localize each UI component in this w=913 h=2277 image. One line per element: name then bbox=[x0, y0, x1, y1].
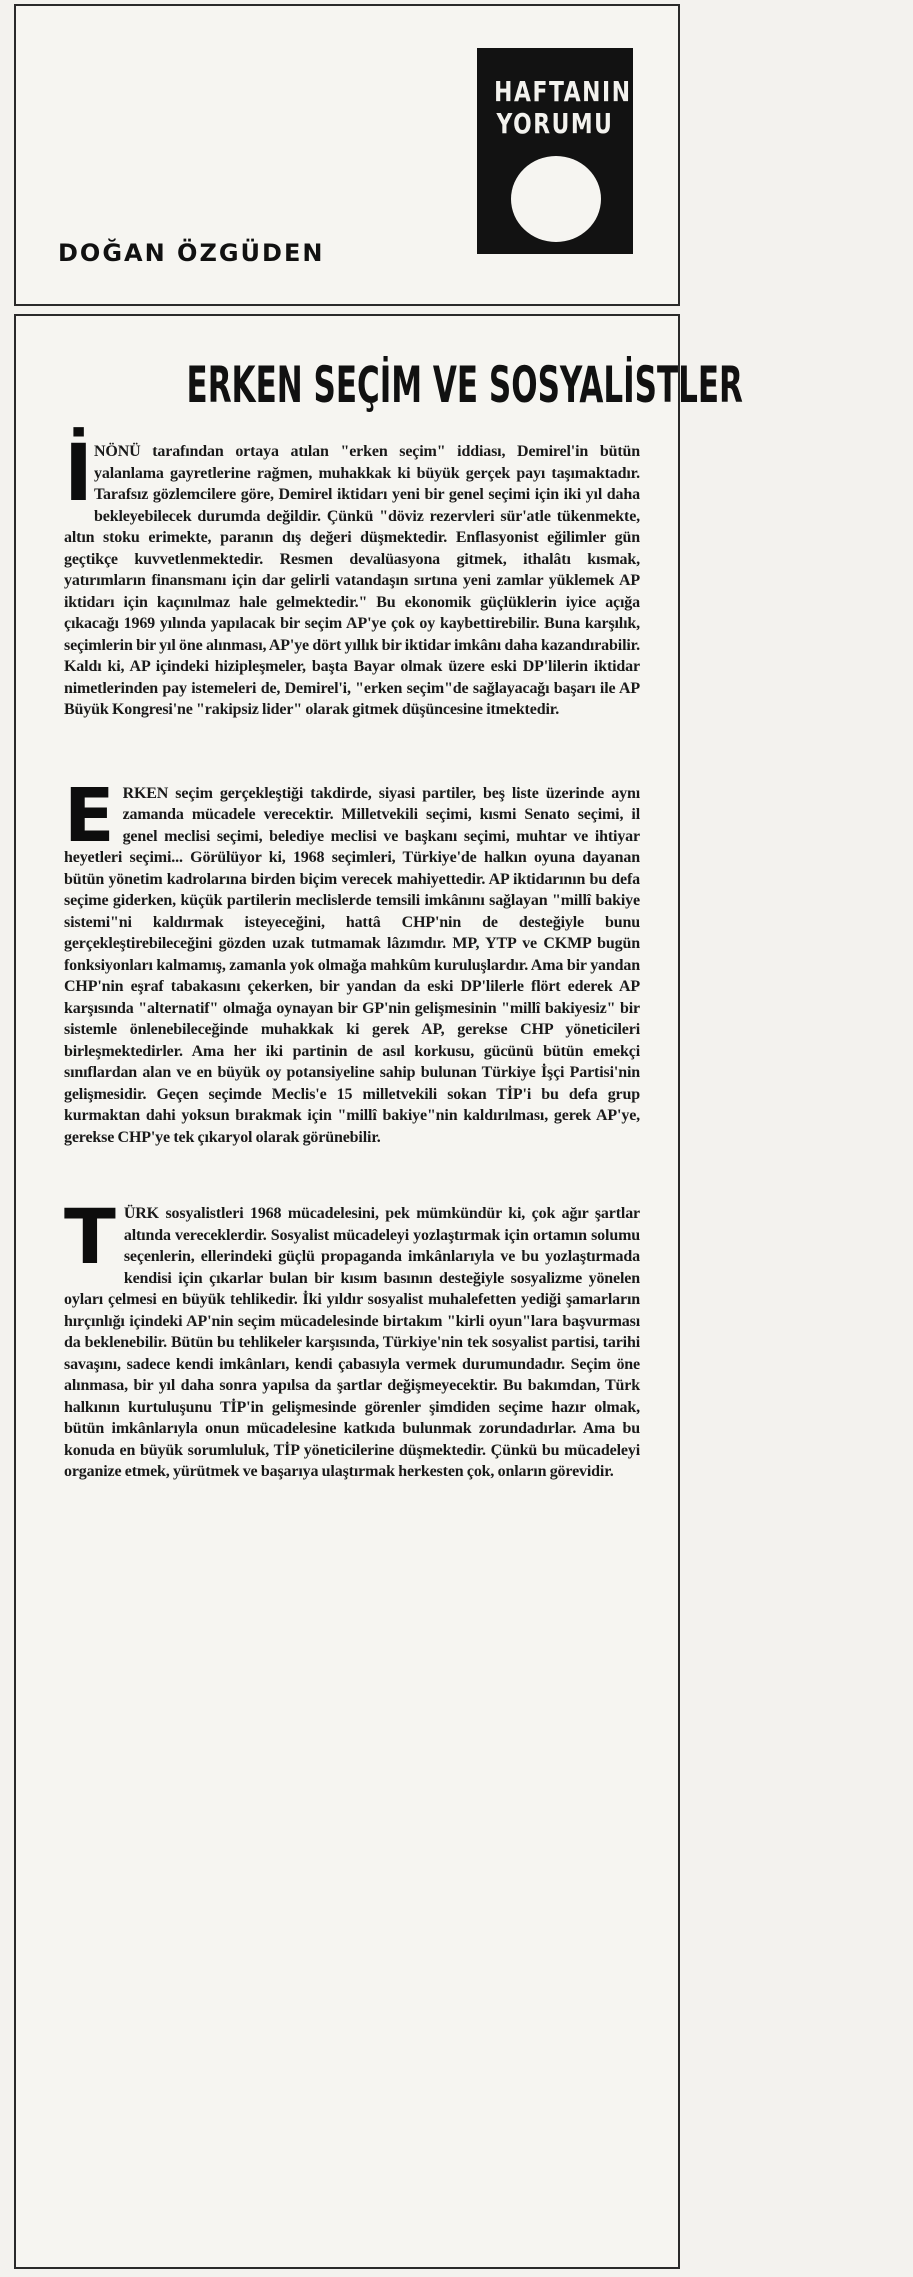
dropcap-2: E bbox=[64, 772, 115, 859]
badge-line-1: HAFTANIN bbox=[494, 75, 632, 108]
dropcap-1: İ bbox=[64, 429, 94, 519]
article bbox=[14, 314, 743, 2269]
article-body bbox=[64, 429, 640, 1483]
paragraph-3-text: ÜRK sosyalistleri 1968 mücadelesini, pek mümkündür ki, çok ağır şartlar altında vereceklerdir. Sosyalist mücadeleyi yozlaştırmak için ortamın solumu seçenlerin, ellerindeki güçlü propaganda imkânlarıyla ve bu yozlaştırmada kendisi için çıkarlar bulan bir kısım basının desteğiyle sosyalizme yönelen oyları çelmesi en büyük tehlikedir. İki yıldır sosyalist muhalefetten yediği şamarların hırçınlığı içindeki AP'nin seçim mücadelesinde birtakım "kirli oyun"lara başvurması da beklenebilir. Bütün bu tehlikeler karşısında, Türkiye'nin tek sosyalist partisi, tarihi savaşını, sadece kendi imkânları, kendi çabasıyla vermek durumundadır. Seçim öne alınmasa, bir yıl daha sonra yapılsa da şartlar değişmeyecektir. Bu bakımdan, Türk halkının kurtuluşunu TİP'in gelişmesinde görenler şimdiden seçime hazır olmak, bütün imkânlarıyla onun mücadelesine katkıda bulunmak zorundadırlar. Ama bu konuda en büyük sorumluluk, TİP yöneticilerine düşmektedir. Çünkü bu mücadeleyi organize etmek, yürütmek ve başarıya ulaştırmak herkesten çok, onların görevidir. bbox=[64, 1205, 640, 1480]
page bbox=[14, 0, 743, 2277]
paragraph-1-text: NÖNÜ tarafından ortaya atılan "erken seçim" iddiası, Demirel'in bütün yalanlama gayretlerine rağmen, muhakkak ki büyük gerçek payı taşımaktadır. Tarafsız gözlemcilere göre, Demirel iktidarı yeni bir genel seçimi için iki yıl daha bekleyebilecek durumda değildir. Çünkü "döviz rezervleri sür'atle tükenmekte, altın stoku erimekte, paranın dış değeri düşmektedir. Enflasyonist eğilimler gün geçtikçe kuvvetlenmektedir. Resmen devalüasyona gitmek, ithalâtı kısmak, yatırımların finansmanı için dar gelirli vatandaşın sırtına yeni zamlar yüklemek AP iktidarı için kaçınılmaz hale gelmektedir." Bu ekonomik güçlüklerin iyice açığa çıkacağı 1969 yılında yapılacak bir seçim AP'ye çok oy kaybettirebilir. Buna karşılık, seçimlerin bir yıl öne alınması, AP'ye dört yıllık bir iktidar imkânı daha kazandırabilir. Kaldı ki, AP içindeki hizipleşmeler, başta Bayar olmak üzere eski DP'lilerin iktidar nimetlerinden pay istemeleri de, Demirel'i, "erken seçim"de sağlayacağı başarı ile AP Büyük Kongresi'ne "rakipsiz lider" olarak gitmek düşüncesine itmektedir. bbox=[64, 443, 640, 718]
dropcap-3: T bbox=[64, 1192, 116, 1281]
article-title bbox=[16, 356, 743, 414]
badge-text bbox=[477, 76, 633, 140]
column-header bbox=[14, 4, 680, 306]
article-title-text: ERKEN SEÇİM VE SOSYALİSTLER bbox=[186, 356, 743, 414]
column-badge bbox=[477, 48, 633, 254]
paragraph-2-text: RKEN seçim gerçekleştiği takdirde, siyasi partiler, beş liste üzerinde aynı zamanda mücadele verecektir. Milletvekili seçimi, kısmi Senato seçimi, il genel meclisi seçimi, belediye meclisi ve başkanı seçimi, muhtar ve ihtiyar heyetleri seçimi... Görülüyor ki, 1968 seçimleri, Türkiye'de halkın oyuna dayanan bütün yönetim kadrolarına birden biçim verecek mahiyettedir. AP iktidarının bu defa seçime giderken, küçük partilerin meclislerde temsili imkânını sağlayan "millî bakiye sistemi"ni kaldırmak isteyeceğini, hattâ CHP'nin de desteğiyle bunu gerçekleştirebileceğini gözden uzak tutmamak lâzımdır. MP, YTP ve CKMP bugün fonksiyonları kalmamış, zamanla yok olmağa mahkûm kuruluşlardır. Ama bir yandan CHP'nin eşraf tabakasını çekerken, bir yandan da eski DP'lilerle flört ederek AP karşısında "alternatif" olmağa oynayan bir GP'nin gelişmesinin "millî bakiyesiz" bir sistemle önlenebileceğinde muhakkak ki gerek AP, gerekse CHP yöneticileri birleşmektedirler. Ama her iki partinin de asıl korkusu, gücünü bütün emekçi sınıflardan alan ve en büyük oy potansiyeline sahip bulunan Türkiye İşçi Partisi'nin gelişmesidir. Geçen seçimde Meclis'e 15 milletvekili sokan TİP'i bu defa grup kurmaktan dahi yoksun bırakmak için "millî bakiye"nin kaldırılması, gerek AP'ye, gerekse CHP'ye tek çıkaryol olarak görünebilir. bbox=[64, 784, 640, 1146]
badge-line-2: YORUMU bbox=[496, 107, 614, 140]
author-name: DOĞAN ÖZGÜDEN bbox=[58, 239, 325, 267]
paragraph-1 bbox=[64, 429, 640, 721]
badge-circle-icon bbox=[511, 156, 601, 242]
paragraph-3 bbox=[64, 1192, 640, 1483]
paragraph-2 bbox=[64, 772, 640, 1149]
